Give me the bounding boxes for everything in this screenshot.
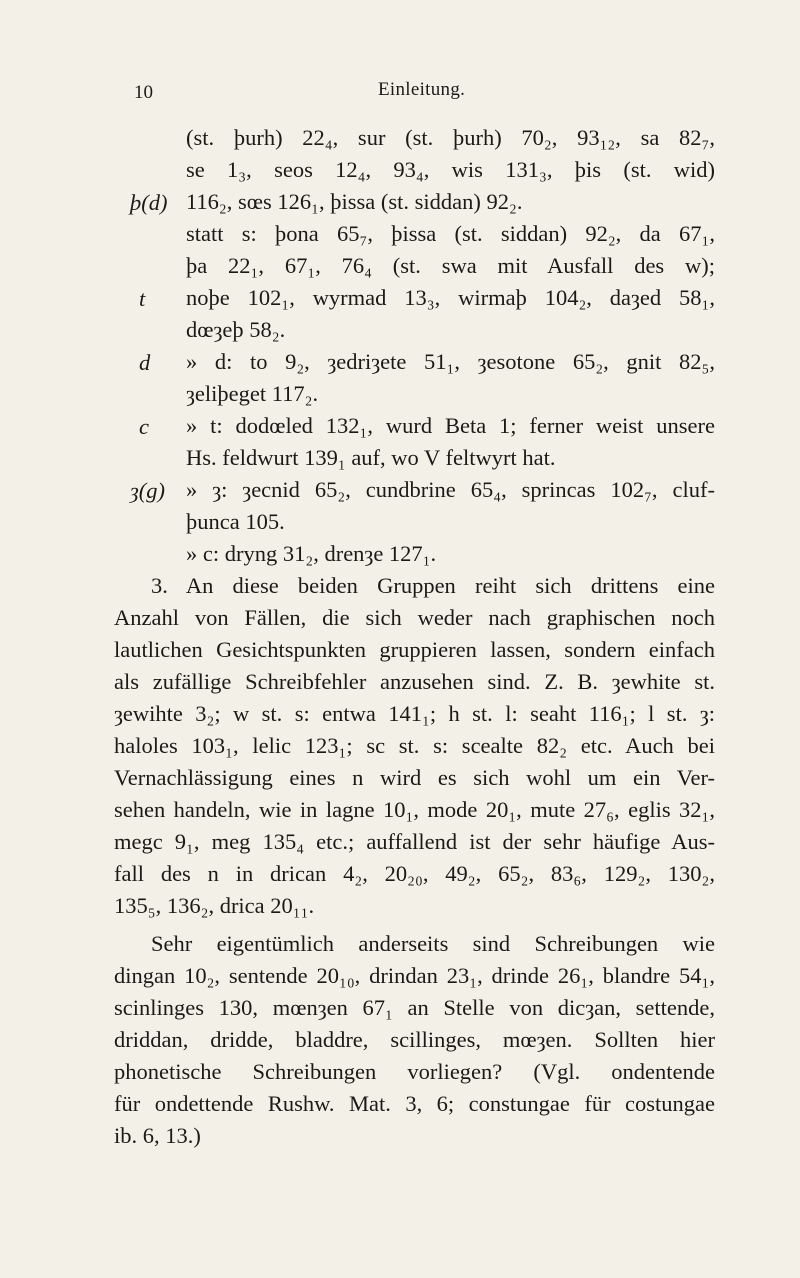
text-line: als zufällige Schreibfehler anzusehen sind. Z. B. ȝewhite st.	[114, 669, 715, 694]
text-line: se 1₃, seos 12₄, 93₄, wis 131₃, þis (st. wid)	[186, 157, 715, 182]
page-number: 10	[134, 82, 153, 103]
text-line: 116₂, sœs 126₁, þissa (st. siddan) 92₂.	[186, 189, 523, 214]
text-line: Sehr eigentümlich anderseits sind Schreibungen wie	[151, 931, 715, 956]
text-line: dœȝeþ 58₂.	[186, 317, 286, 342]
text-line: Hs. feldwurt 139₁ auf, wo V feltwyrt hat.	[186, 445, 556, 470]
label-yogh-g: ȝ(g)	[130, 478, 166, 503]
text-line: sehen handeln, wie in lagne 10₁, mode 20₁, mute 27₆, eglis 32₁,	[114, 797, 715, 822]
text-line: » d: to 9₂, ȝedriȝete 51₁, ȝesotone 65₂, gnit 82₅,	[186, 349, 715, 374]
text-line: Anzahl von Fällen, die sich weder nach graphischen noch	[114, 605, 715, 630]
text-line: phonetische Schreibungen vorliegen? (Vgl. ondentende	[114, 1059, 715, 1084]
text-line: 3. An diese beiden Gruppen reiht sich drittens eine	[151, 573, 715, 598]
text-line: für ondettende Rushw. Mat. 3, 6; constungae für costungae	[114, 1091, 715, 1116]
text-line: (st. þurh) 22₄, sur (st. þurh) 70₂, 93₁₂, sa 82₇,	[186, 125, 715, 150]
text-line: statt s: þona 65₇, þissa (st. siddan) 92₂, da 67₁,	[186, 221, 715, 246]
text-line: þunca 105.	[186, 509, 285, 534]
text-line: þa 22₁, 67₁, 76₄ (st. swa mit Ausfall des w);	[186, 253, 715, 278]
text-line: noþe 102₁, wyrmad 13₃, wirmaþ 104₂, daȝed 58₁,	[186, 285, 715, 310]
text-line: ȝeliþeget 117₂.	[186, 381, 319, 406]
text-line: » ȝ: ȝecnid 65₂, cundbrine 65₄, sprincas 102₇, cluf-	[186, 477, 715, 502]
text-line: ib. 6, 13.)	[114, 1123, 201, 1148]
text-line: » c: dryng 31₂, drenȝe 127₁.	[186, 541, 437, 566]
text-line: ȝewihte 3₂; w st. s: entwa 141₁; h st. l: seaht 116₁; l st. ȝ:	[114, 701, 715, 726]
text-line: driddan, dridde, bladdre, scillinges, mœȝen. Sollten hier	[114, 1027, 715, 1052]
text-line: Vernachlässigung eines n wird es sich wohl um ein Ver-	[114, 765, 715, 790]
text-line: megc 9₁, meg 135₄ etc.; auffallend ist der sehr häufige Aus-	[114, 829, 715, 854]
text-line: lautlichen Gesichtspunkten gruppieren lassen, sondern einfach	[114, 637, 715, 662]
running-title: Einleitung.	[378, 79, 466, 100]
label-d: d	[139, 350, 151, 375]
label-thorn-d: þ(d)	[130, 190, 168, 215]
label-c: c	[139, 414, 149, 439]
text-line: dingan 10₂, sentende 20₁₀, drindan 23₁, drinde 26₁, blandre 54₁,	[114, 963, 715, 988]
text-line: 135₅, 136₂, drica 20₁₁.	[114, 893, 315, 918]
label-t: t	[139, 286, 146, 311]
text-line: fall des n in drican 4₂, 20₂₀, 49₂, 65₂, 83₆, 129₂, 130₂,	[114, 861, 715, 886]
text-line: scinlinges 130, mœnȝen 67₁ an Stelle von dicȝan, settende,	[114, 995, 715, 1020]
text-line: haloles 103₁, lelic 123₁; sc st. s: scealte 82₂ etc. Auch bei	[114, 733, 715, 758]
text-line: » t: dodœled 132₁, wurd Beta 1; ferner weist unsere	[186, 413, 715, 438]
